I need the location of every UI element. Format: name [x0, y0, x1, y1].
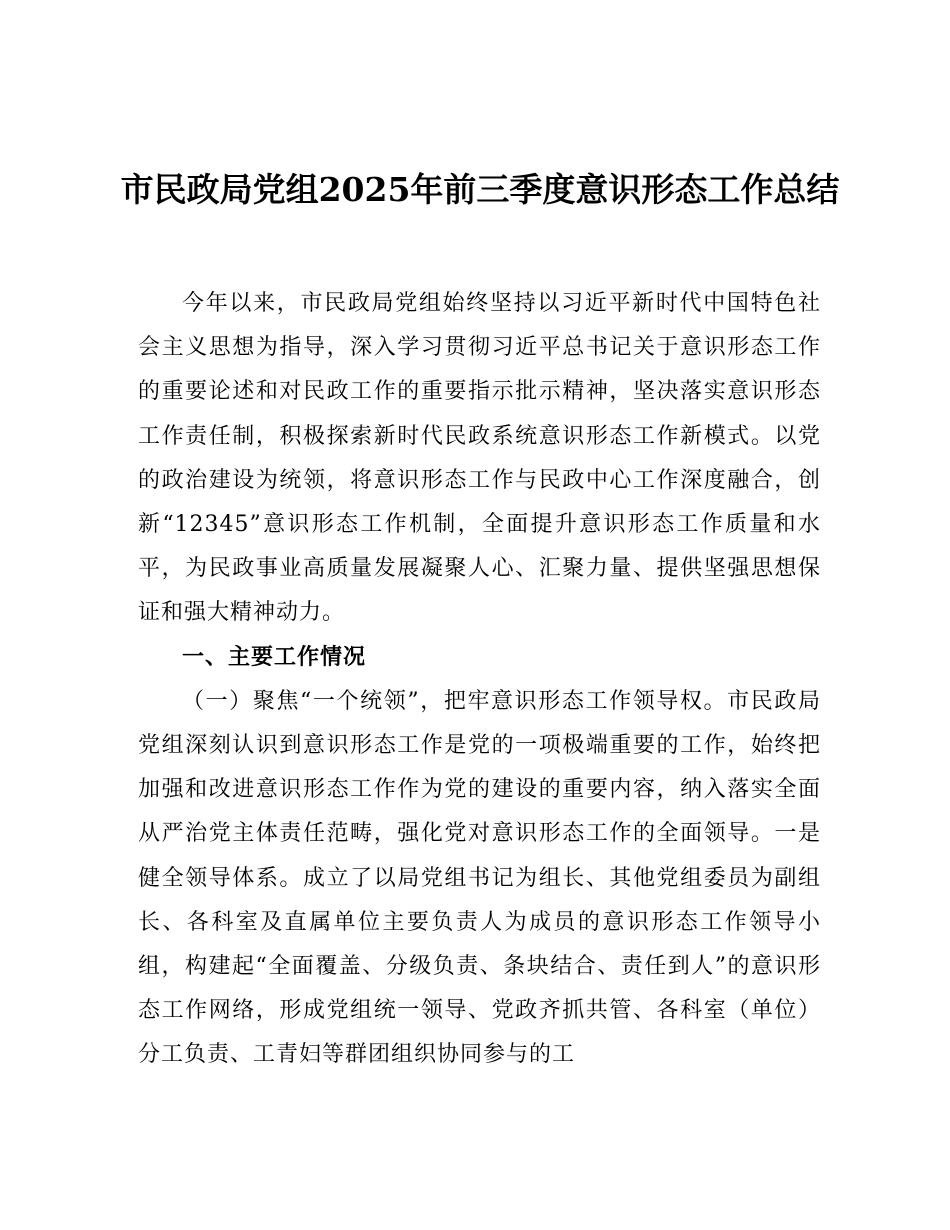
- section-paragraph: （一）聚焦“一个统领”，把牢意识形态工作领导权。市民政局党组深刻认识到意识形态工作是党的一项极端重要的工作，始终把加强和改进意识形态工作作为党的建设的重要内容，纳入落实全面从严治党主体责任范畴，强化党对意识形态工作的全面领导。一是健全领导体系。成立了以局党组书记为组长、其他党组委员为副组长、各科室及直属单位主要负责人为成员的意识形态工作领导小组，构建起“全面覆盖、分级负责、条块结合、责任到人”的意识形态工作网络，形成党组统一领导、党政齐抓共管、各科室（单位）分工负责、工青妇等群团组织协同参与的工: [138, 688, 821, 1068]
- section-heading: 一、主要工作情况: [182, 644, 367, 670]
- intro-paragraph: 今年以来，市民政局党组始终坚持以习近平新时代中国特色社会主义思想为指导，深入学习贯彻习近平总书记关于意识形态工作的重要论述和对民政工作的重要指示批示精神，坚决落实意识形态工作责任制，积极探索新时代民政系统意识形态工作新模式。以党的政治建设为统领，将意识形态工作与民政中心工作深度融合，创新“12345”意识形态工作机制，全面提升意识形态工作质量和水平，为民政事业高质量发展凝聚人心、汇聚力量、提供坚强思想保证和强大精神动力。: [138, 291, 821, 626]
- document-title: 市民政局党组2025年前三季度意识形态工作总结: [120, 170, 840, 209]
- document-body: [138, 282, 821, 1078]
